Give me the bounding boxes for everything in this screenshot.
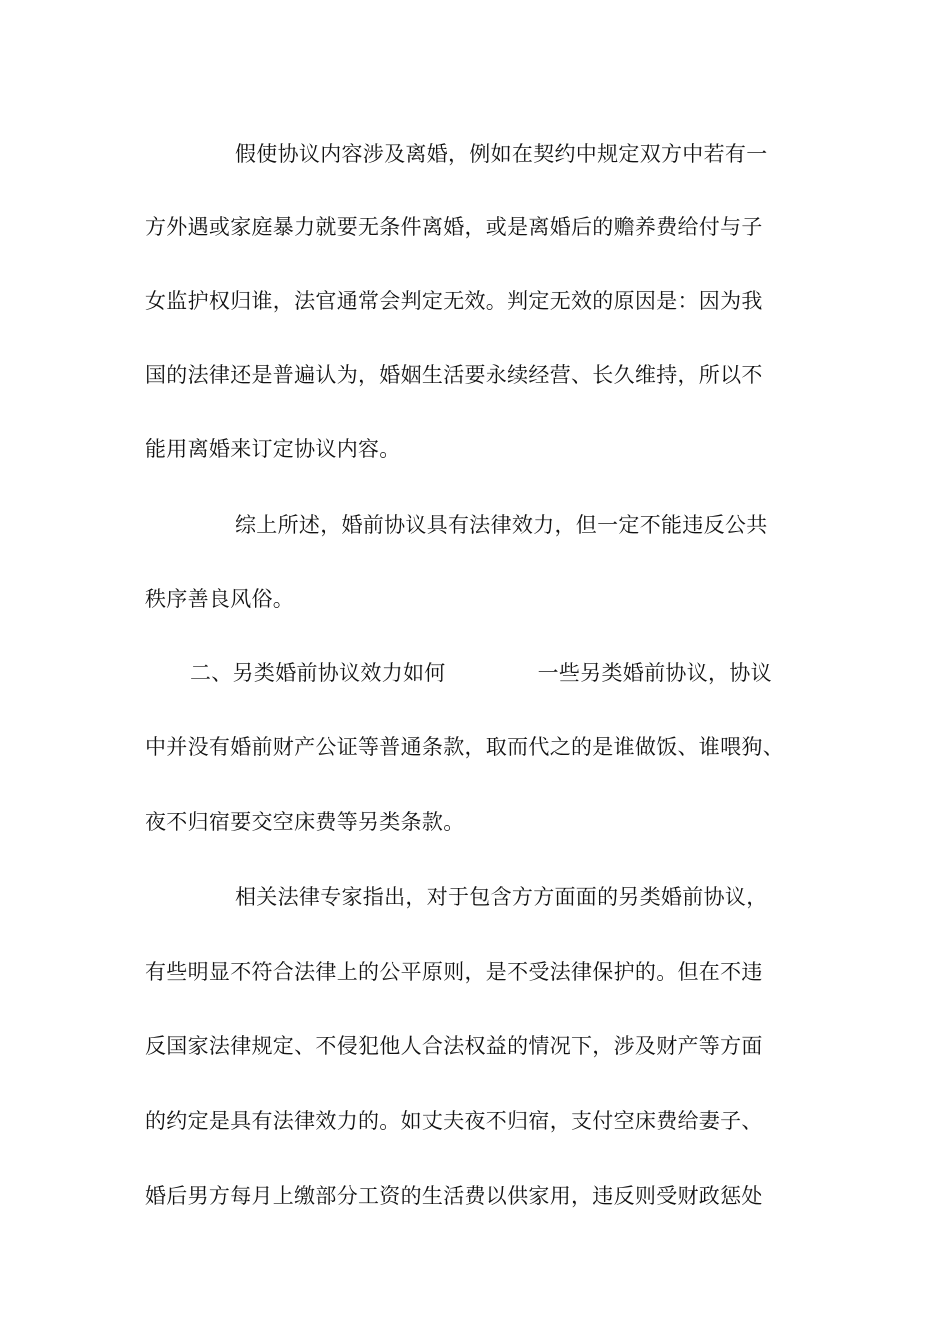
section-heading: 二、另类婚前协议效力如何 xyxy=(190,661,446,685)
paragraph-1-line-2: 方外遇或家庭暴力就要无条件离婚，或是离婚后的赡养费给付与子 xyxy=(145,215,763,239)
section-heading-line xyxy=(190,658,870,688)
paragraph-3-line-1: 一些另类婚前协议，协议 xyxy=(537,661,772,685)
paragraph-1-line-4: 国的法律还是普遍认为，婚姻生活要永续经营、长久维持，所以不 xyxy=(145,363,763,387)
paragraph-4-line-2: 有些明显不符合法律上的公平原则，是不受法律保护的。但在不违 xyxy=(145,960,763,984)
paragraph-3-line-2: 中并没有婚前财产公证等普通条款，取而代之的是谁做饭、谁喂狗、 xyxy=(145,735,784,759)
paragraph-4-line-5: 婚后男方每月上缴部分工资的生活费以供家用，违反则受财政惩处 xyxy=(145,1184,763,1208)
paragraph-2-line-1: 综上所述，婚前协议具有法律效力，但一定不能违反公共 xyxy=(235,513,768,537)
paragraph-4-line-4: 的约定是具有法律效力的。如丈夫夜不归宿，支付空床费给妻子、 xyxy=(145,1109,763,1133)
paragraph-1-line-3: 女监护权归谁，法官通常会判定无效。判定无效的原因是：因为我 xyxy=(145,289,763,313)
paragraph-1-line-1: 假使协议内容涉及离婚，例如在契约中规定双方中若有一 xyxy=(235,142,768,166)
paragraph-4-line-1: 相关法律专家指出，对于包含方方面面的另类婚前协议， xyxy=(235,885,768,909)
paragraph-4-line-3: 反国家法律规定、不侵犯他人合法权益的情况下，涉及财产等方面 xyxy=(145,1034,763,1058)
paragraph-2-line-2: 秩序善良风俗。 xyxy=(145,587,295,611)
paragraph-3-line-3: 夜不归宿要交空床费等另类条款。 xyxy=(145,810,465,834)
paragraph-1-line-5: 能用离婚来订定协议内容。 xyxy=(145,437,401,461)
